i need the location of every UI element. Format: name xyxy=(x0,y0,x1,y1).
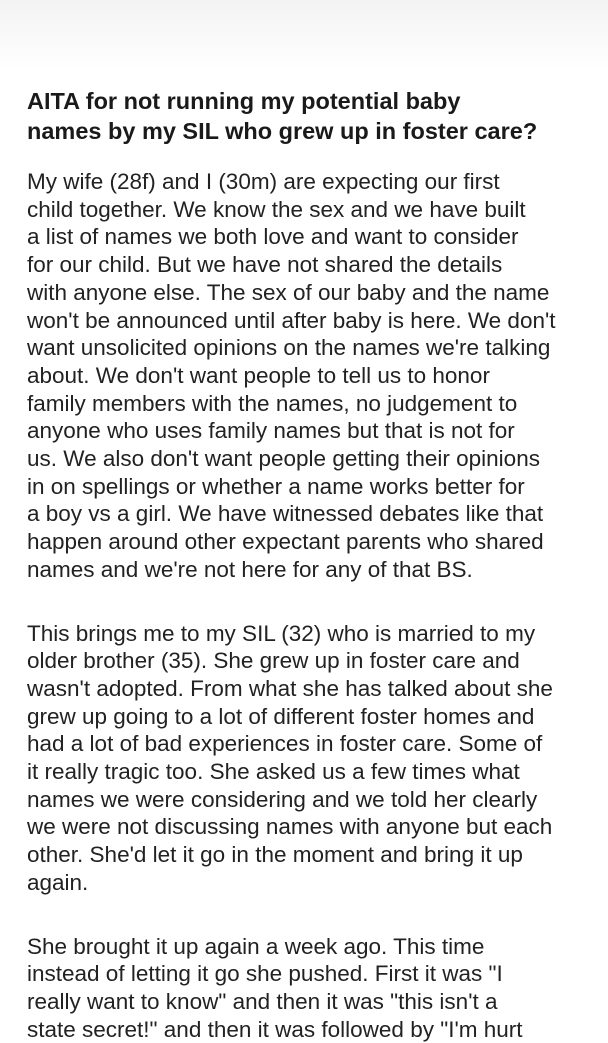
post-body-paragraph-2 xyxy=(27,620,595,897)
body-line: My wife (28f) and I (30m) are expecting our first xyxy=(27,169,500,194)
body-line: really want to know" and then it was "this isn't a xyxy=(27,988,498,1014)
body-line: us. We also don't want people getting their opinions xyxy=(27,446,540,472)
body-line: won't be announced until after baby is here. We don't xyxy=(27,307,556,333)
paragraph-gap xyxy=(27,897,595,933)
body-line: in on spellings or whether a name works better for xyxy=(27,473,525,499)
paragraph-gap xyxy=(27,584,595,620)
post-body-paragraph-3 xyxy=(27,933,595,1043)
post-title-line: AITA for not running my potential baby xyxy=(27,88,461,114)
body-line: a boy vs a girl. We have witnessed debates like that xyxy=(27,501,544,527)
body-line: state secret!" and then it was followed by "I'm hurt xyxy=(27,1016,523,1042)
body-line: names and we're not here for any of that BS. xyxy=(27,556,473,582)
body-line: happen around other expectant parents who shared xyxy=(27,529,544,555)
body-line: grew up going to a lot of different foster homes and xyxy=(27,703,535,729)
post xyxy=(27,86,595,1043)
body-line: it really tragic too. She asked us a few times what xyxy=(27,759,520,785)
body-line: for our child. But we have not shared the details xyxy=(27,252,503,278)
body-line: had a lot of bad experiences in foster care. Some of xyxy=(27,731,543,757)
body-line: wasn't adopted. From what she has talked about she xyxy=(27,675,553,701)
body-line: other. She'd let it go in the moment and bring it up xyxy=(27,842,523,868)
body-line: names we were considering and we told her clearly xyxy=(27,786,538,812)
body-line: anyone who uses family names but that is not for xyxy=(27,418,515,444)
body-line: child together. We know the sex and we have built xyxy=(27,196,526,222)
body-line: This brings me to my SIL (32) who is married to my xyxy=(27,620,536,646)
body-line: again. xyxy=(27,869,89,895)
body-line: we were not discussing names with anyone but each xyxy=(27,814,553,840)
body-line: She brought it up again a week ago. This time xyxy=(27,933,485,959)
body-line: instead of letting it go she pushed. First it was "I xyxy=(27,961,503,987)
body-line: about. We don't want people to tell us to honor xyxy=(27,362,490,388)
body-line: with anyone else. The sex of our baby and the name xyxy=(27,279,550,305)
body-line: older brother (35). She grew up in foster care and xyxy=(27,648,520,674)
top-header-fade xyxy=(0,0,608,70)
post-body-paragraph-1 xyxy=(27,168,595,584)
body-line: want unsolicited opinions on the names we're talking xyxy=(27,335,551,361)
post-title xyxy=(27,86,595,146)
body-line: a list of names we both love and want to consider xyxy=(27,224,519,250)
body-line: family members with the names, no judgement to xyxy=(27,390,518,416)
post-title-line: names by my SIL who grew up in foster care? xyxy=(27,118,538,144)
